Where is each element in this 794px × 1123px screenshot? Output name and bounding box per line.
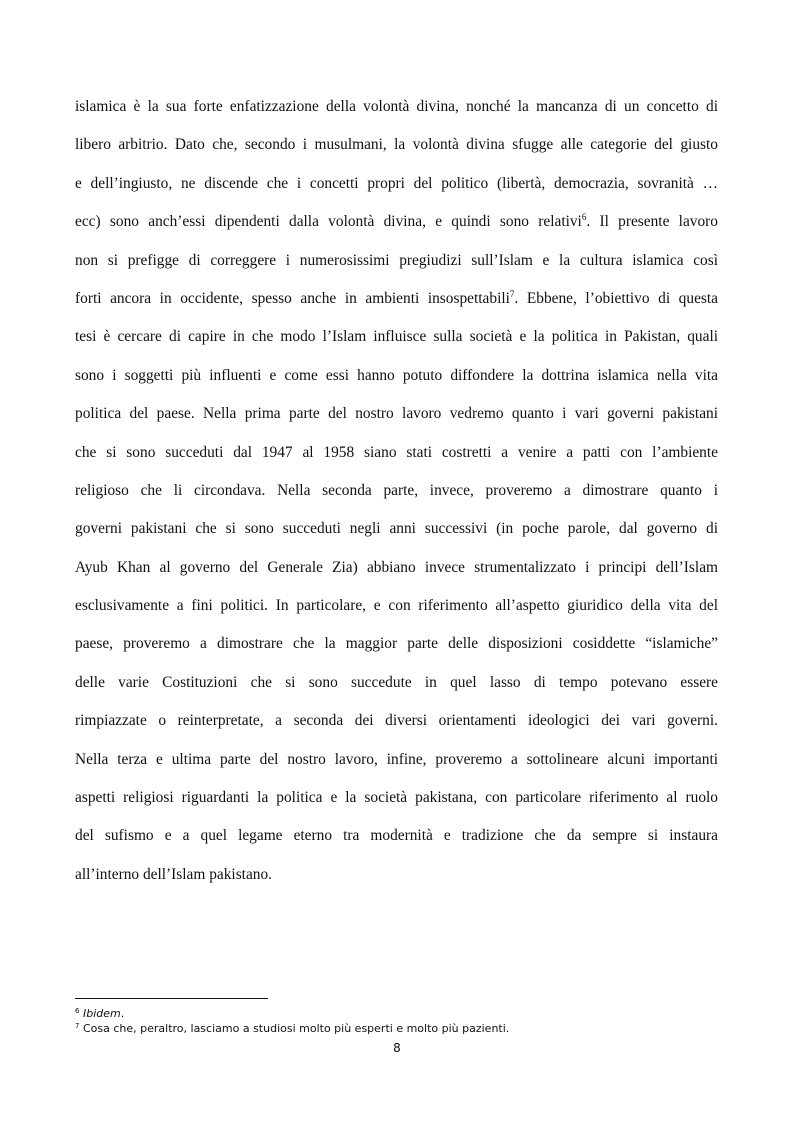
body-line bbox=[75, 203, 718, 241]
footnote-italic-text: Ibidem bbox=[82, 1007, 121, 1020]
footnote-number: 6 bbox=[75, 1007, 80, 1015]
footnote-separator bbox=[75, 998, 268, 999]
body-line-text: . Il presente lavoro bbox=[586, 213, 718, 231]
body-line: del sufismo e a quel legame eterno tra modernità e tradizione che da sempre si instaura bbox=[75, 827, 718, 845]
body-line-text: . Ebbene, l’obiettivo di questa bbox=[514, 289, 718, 307]
body-line: e dell’ingiusto, ne discende che i concetti propri del politico (libertà, democrazia, sovranità … bbox=[75, 174, 718, 192]
body-line: rimpiazzate o reinterpretate, a seconda dei diversi orientamenti ideologici dei vari governi. bbox=[75, 712, 718, 730]
body-line: islamica è la sua forte enfatizzazione della volontà divina, nonché la mancanza di un concetto di bbox=[75, 98, 718, 115]
body-line-text: ecc) sono anch’essi dipendenti dalla volontà divina, e quindi sono relativi bbox=[75, 213, 582, 231]
body-line: religioso che li circondava. Nella seconda parte, invece, proveremo a dimostrare quanto i bbox=[75, 481, 718, 499]
footnotes bbox=[75, 1006, 718, 1036]
body-line: governi pakistani che si sono succeduti negli anni successivi (in poche parole, dal governo di bbox=[75, 520, 718, 538]
body-line bbox=[75, 280, 718, 318]
body-line: esclusivamente a fini politici. In particolare, e con riferimento all’aspetto giuridico della vita del bbox=[75, 597, 718, 615]
body-line: politica del paese. Nella prima parte del nostro lavoro vedremo quanto i vari governi pakistani bbox=[75, 405, 718, 423]
body-paragraph bbox=[75, 88, 718, 894]
body-line: libero arbitrio. Dato che, secondo i musulmani, la volontà divina sfugge alle categorie del giusto bbox=[75, 136, 718, 154]
body-line: Nella terza e ultima parte del nostro lavoro, infine, proveremo a sottolineare alcuni importanti bbox=[75, 750, 718, 768]
body-line: tesi è cercare di capire in che modo l’Islam influisce sulla società e la politica in Pakistan, quali bbox=[75, 328, 718, 346]
footnote-6 bbox=[75, 1006, 718, 1021]
footnote-reference-7[interactable]: 7 bbox=[509, 288, 515, 299]
body-line: paese, proveremo a dimostrare che la maggior parte delle disposizioni cosiddette “islamiche” bbox=[75, 635, 718, 653]
body-line: sono i soggetti più influenti e come essi hanno potuto diffondere la dottrina islamica nella vita bbox=[75, 366, 718, 384]
body-line: all’interno dell’Islam pakistano. bbox=[75, 865, 273, 883]
body-line-text: forti ancora in occidente, spesso anche in ambienti insospettabili bbox=[75, 289, 510, 307]
footnote-text: . bbox=[120, 1007, 125, 1020]
body-line: che si sono succeduti dal 1947 al 1958 siano stati costretti a venire a patti con l’ambiente bbox=[75, 443, 718, 461]
footnote-reference-6[interactable]: 6 bbox=[581, 212, 587, 223]
footnote-7 bbox=[75, 1021, 718, 1036]
footnote-text: Cosa che, peraltro, lasciamo a studiosi molto più esperti e molto più pazienti. bbox=[82, 1022, 510, 1035]
body-line: delle varie Costituzioni che si sono succedute in quel lasso di tempo potevano essere bbox=[75, 673, 718, 691]
body-line: non si prefigge di correggere i numerosissimi pregiudizi sull’Islam e la cultura islamica così bbox=[75, 251, 718, 269]
body-line: aspetti religiosi riguardanti la politica e la società pakistana, con particolare riferimento al ruolo bbox=[75, 789, 718, 807]
footnote-number: 7 bbox=[75, 1022, 80, 1030]
page-number: 8 bbox=[393, 1041, 401, 1055]
body-line: Ayub Khan al governo del Generale Zia) abbiano invece strumentalizzato i principi dell’Islam bbox=[75, 558, 718, 576]
